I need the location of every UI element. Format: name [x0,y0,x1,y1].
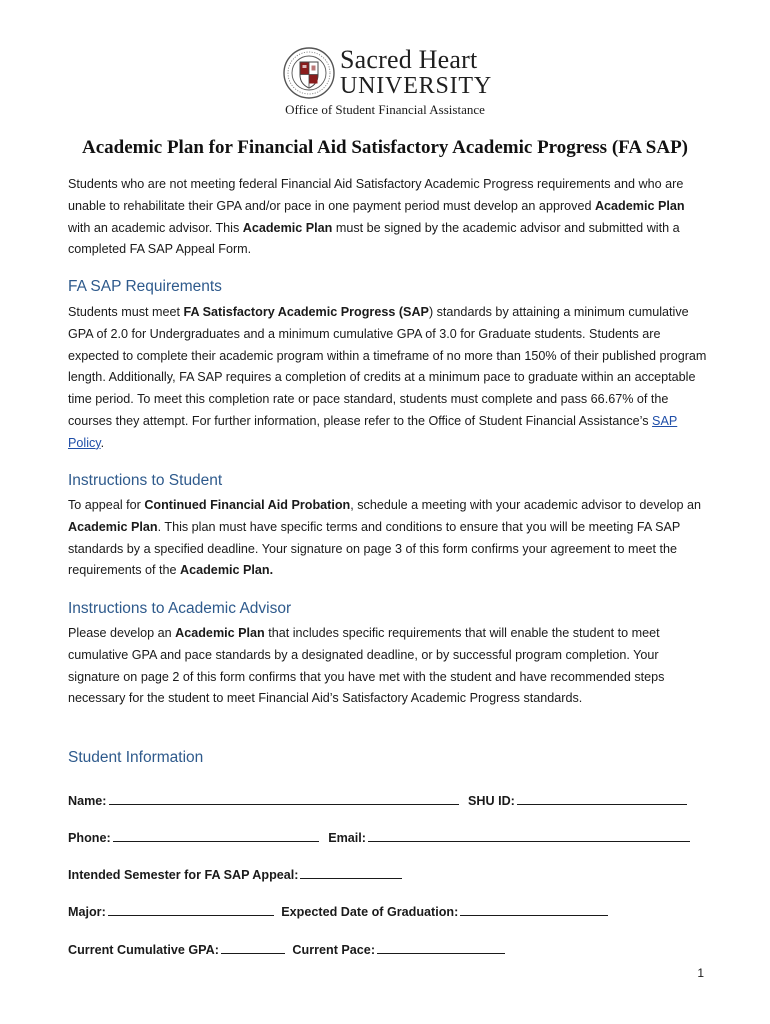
name-field[interactable] [68,790,459,808]
document-title: Academic Plan for Financial Aid Satisfactory Academic Progress (FA SAP) [82,137,688,158]
requirements-bold-text: FA Satisfactory Academic Progress (SAP [183,305,429,319]
pace-label: Current Pace: [292,943,376,957]
shu-id-label: SHU ID: [468,794,515,808]
page-number: 1 [697,966,704,980]
requirements-text: . [100,435,105,450]
logo-wordmark-line2: UNIVERSITY [340,73,492,99]
email-blank[interactable] [368,827,690,842]
advisor-instructions-bold-text: Academic Plan [175,626,265,640]
university-logo [283,47,493,103]
phone-label: Phone: [68,831,111,845]
advisor-instructions-text: Please develop an [68,626,176,640]
requirements-text: Students must meet [68,305,184,319]
phone-field[interactable] [68,827,319,845]
student-instructions-bold-text: Academic Plan [68,519,158,534]
gpa-pace-row [68,939,505,959]
sap-policy-link[interactable]: SAP Policy [68,413,678,450]
gpa-field[interactable] [68,939,285,957]
graduation-date-field[interactable] [281,901,608,919]
student-instructions-bold-text: Continued Financial Aid Probation [144,498,351,512]
shu-id-field[interactable] [468,790,687,808]
advisor-instructions-text: that includes specific requirements that will enable the student to meet cumulative GPA and pace standards by a designated deadline, or by successful program completion. Your signature on page 2 of this form confirms that you have met with the student and have recommended steps necessary for the student to meet Financial Aid’s Satisfactory Academic Progress standards. [68,626,665,706]
phone-row [68,827,690,847]
intro-paragraph [68,174,708,261]
logo-wordmark-line1: Sacred Heart [340,45,478,74]
graduation-date-blank[interactable] [460,901,608,916]
email-label: Email: [328,831,366,845]
student-instructions-text: , schedule a meeting with your academic advisor to develop an [350,498,701,512]
intro-text: with an academic advisor. This [68,220,243,235]
email-field[interactable] [328,827,690,845]
name-blank[interactable] [109,790,459,805]
advisor-instructions-heading: Instructions to Academic Advisor [68,600,292,617]
semester-row [68,864,402,884]
student-instructions-text: . This plan must have specific terms and conditions to ensure that you will be meeting FA SAP standards by a specified deadline. Your signature on page 3 of this form confirms your agreement to meet the requirements of the [68,519,681,578]
pace-blank[interactable] [377,939,505,954]
advisor-instructions-paragraph [68,623,708,710]
intro-text: Students who are not meeting federal Financial Aid Satisfactory Academic Progress requirements and who are unable to rehabilitate their GPA and/or pace in one payment period must develop an approved [68,177,684,213]
requirements-paragraph [68,302,708,455]
name-label: Name: [68,794,107,808]
semester-field[interactable] [68,864,402,882]
gpa-blank[interactable] [221,939,285,954]
major-row [68,901,608,921]
intro-bold-text: Academic Plan [594,198,685,213]
student-instructions-text: To appeal for [68,498,145,512]
requirements-text: ) standards by attaining a minimum cumulative GPA of 2.0 for Undergraduates and a minimum cumulative GPA of 3.0 for Graduate students. Students are expected to complete their academic program within a timeframe of no more than 150% of their published program length. Additionally, FA SAP requires a completion of credits at a minimum pace to graduate within an acceptable time period. To meet this completion rate or pace standard, students must complete and pass 66.67% of the courses they attempt. For further information, please refer to the Office of Student Financial Assistance’s [68,305,707,428]
phone-blank[interactable] [113,827,319,842]
semester-blank[interactable] [300,864,402,879]
student-instructions-bold-text: Academic Plan. [180,563,274,578]
shu-id-blank[interactable] [517,790,687,805]
student-instructions-heading: Instructions to Student [68,472,223,489]
university-seal-icon [283,47,335,99]
pace-field[interactable] [292,939,505,957]
major-field[interactable] [68,901,274,919]
requirements-heading: FA SAP Requirements [68,278,222,295]
student-instructions-paragraph [68,495,708,582]
major-blank[interactable] [108,901,274,916]
semester-label: Intended Semester for FA SAP Appeal: [68,868,299,882]
intro-text: must be signed by the academic advisor and submitted with a completed FA SAP Appeal Form. [68,220,680,257]
graduation-date-label: Expected Date of Graduation: [281,905,459,919]
office-name: Office of Student Financial Assistance [285,102,485,117]
major-label: Major: [68,905,106,919]
name-row [68,790,687,810]
intro-bold-text: Academic Plan [242,220,333,235]
student-information-heading: Student Information [68,749,204,766]
gpa-label: Current Cumulative GPA: [68,943,219,957]
